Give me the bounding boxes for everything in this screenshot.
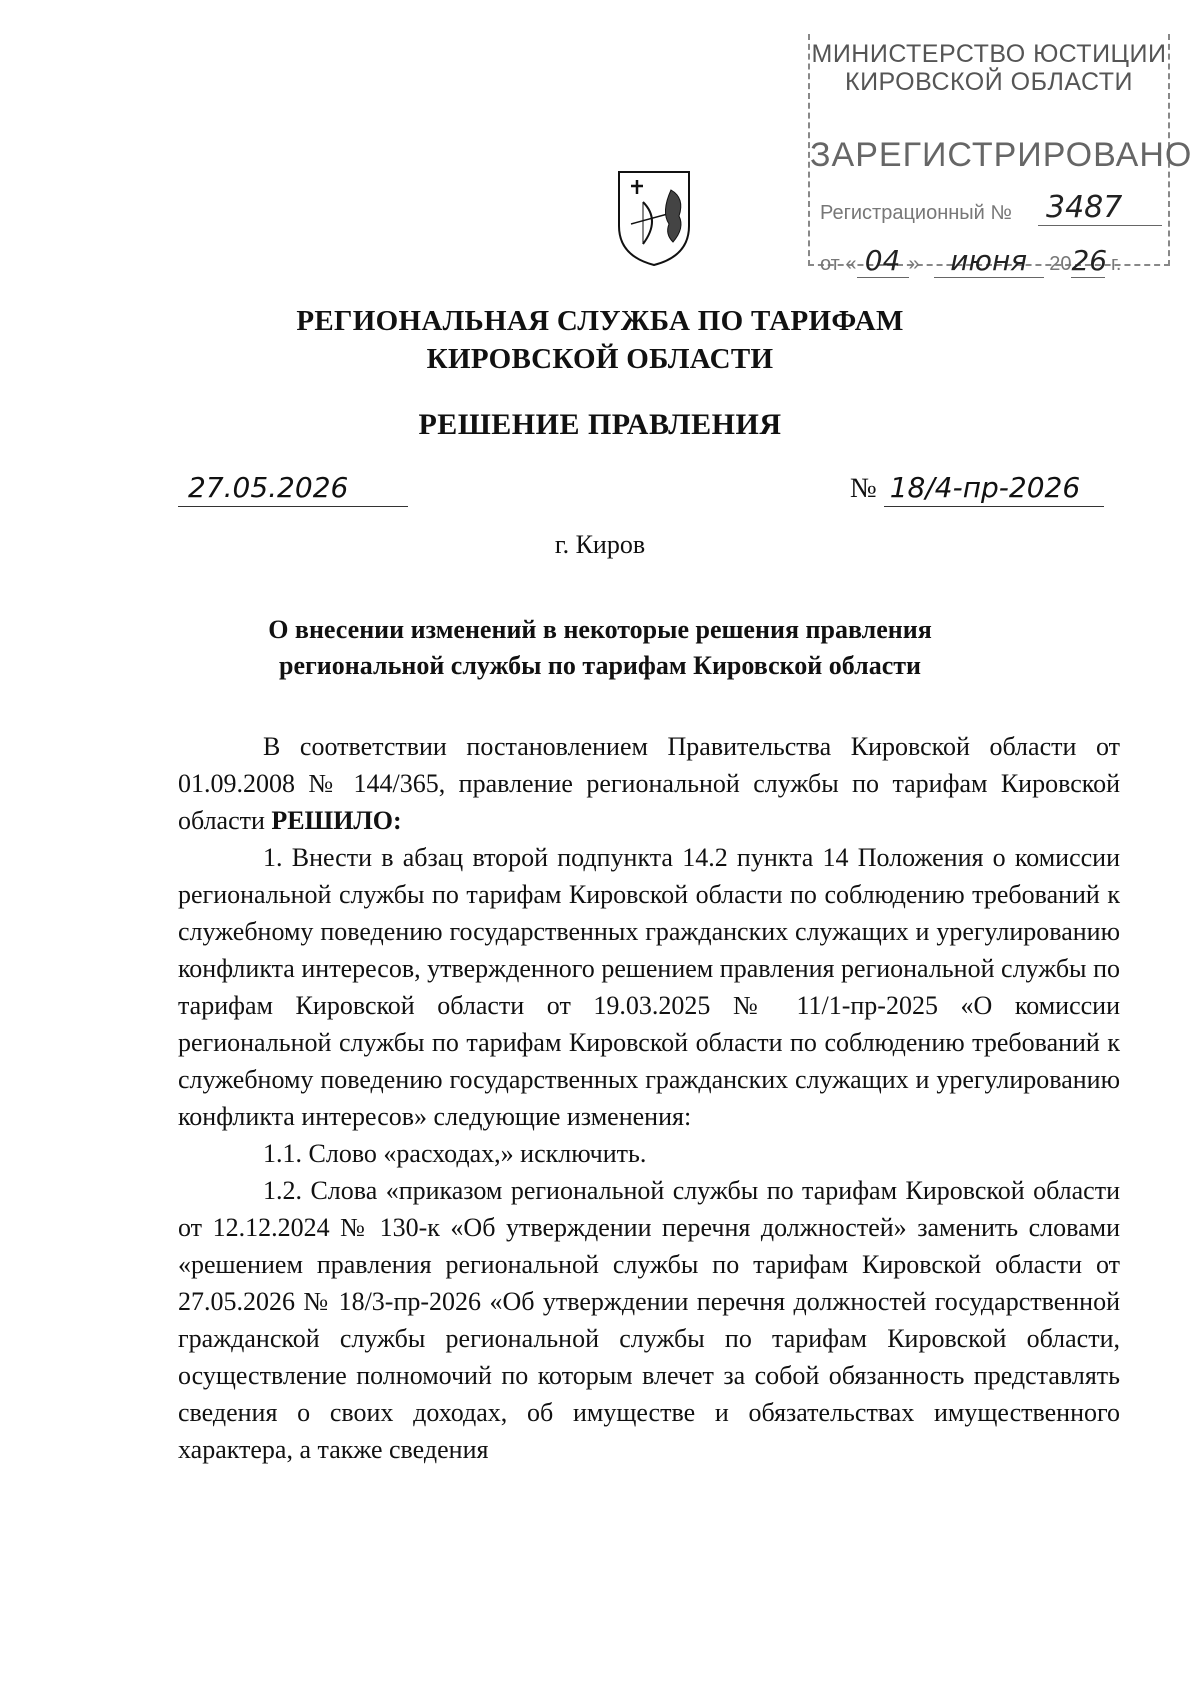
stamp-date-prefix: от «: [820, 253, 857, 275]
document-body: [178, 728, 1120, 1468]
document-number-field: [850, 470, 1104, 507]
stamp-day: 04: [857, 244, 909, 278]
stamp-status: ЗАРЕГИСТРИРОВАНО: [810, 136, 1193, 174]
stamp-reg-label: Регистрационный №: [820, 202, 1012, 224]
stamp-reg-number: 3487: [1038, 190, 1162, 226]
stamp-year-prefix: 20: [1049, 253, 1072, 275]
paragraph-item-1: 1. Внести в абзац второй подпункта 14.2 пункта 14 Положения о комиссии региональной службы по тарифам Кировской области по соблюдению требований к служебному поведению государственных гражданских служащих и урегулированию конфликта интересов, утвержденного решением правления региональной службы по тарифам Кировской области от 19.03.2025 № 11/1-пр-2025 «О комиссии региональной службы по тарифам Кировской области по соблюдению требований к служебному поведению государственных гражданских служащих и урегулированию конфликта интересов» следующие изменения:: [178, 843, 1120, 1131]
document-date: 27.05.2026: [178, 470, 408, 507]
organization-name: [0, 302, 1200, 378]
document-type: РЕШЕНИЕ ПРАВЛЕНИЯ: [418, 408, 782, 441]
subject-line-2: региональной службы по тарифам Кировской области: [279, 651, 921, 680]
paragraph-item-1-1: 1.1. Слово «расходах,» исключить.: [263, 1139, 647, 1168]
paragraph-item-1-2: 1.2. Слова «приказом региональной службы по тарифам Кировской области от 12.12.2024 № 130-к «Об утверждении перечня должностей» заменить словами «решением правления региональной службы по тарифам Кировской области от 27.05.2026 № 18/3-пр-2026 «Об утверждении перечня должностей государственной гражданской службы региональной службы по тарифам Кировской области, осуществление полномочий по которым влечет за собой обязанность представлять сведения о своих доходах, об имуществе и обязательствах имущественного характера, а также сведения: [178, 1176, 1120, 1464]
document-subject: [0, 612, 1200, 684]
stamp-year-suffix: 26: [1071, 244, 1108, 277]
subject-line-1: О внесении изменений в некоторые решения правления: [268, 615, 932, 644]
stamp-year-end: г.: [1111, 253, 1122, 275]
resolved-keyword: РЕШИЛО:: [271, 806, 402, 835]
city: г. Киров: [554, 530, 646, 559]
number-label: №: [850, 473, 877, 504]
stamp-month: июня: [934, 244, 1044, 278]
org-line-1: РЕГИОНАЛЬНАЯ СЛУЖБА ПО ТАРИФАМ: [296, 305, 904, 337]
org-line-2: КИРОВСКОЙ ОБЛАСТИ: [426, 343, 774, 375]
registration-stamp: [808, 34, 1193, 277]
paragraph-preamble: [178, 728, 1120, 839]
stamp-day-suffix: »: [908, 253, 920, 275]
stamp-date: [820, 244, 1121, 278]
stamp-ministry: МИНИСТЕРСТВО ЮСТИЦИИ: [811, 40, 1167, 68]
stamp-region: КИРОВСКОЙ ОБЛАСТИ: [845, 68, 1133, 96]
preamble-text: В соответствии постановлением Правительства Кировской области от 01.09.2008 № 144/365, правление региональной службы по тарифам Кировской области: [178, 732, 1120, 835]
document-number: 18/4-пр-2026: [884, 470, 1104, 507]
coat-of-arms-icon: [613, 168, 695, 268]
